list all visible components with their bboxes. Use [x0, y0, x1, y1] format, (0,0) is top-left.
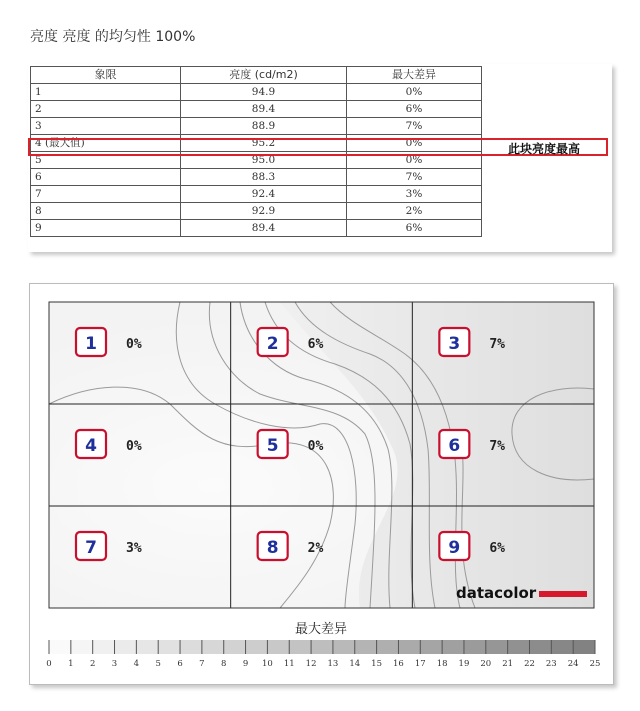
- scale-segment: [573, 640, 595, 654]
- header-maxdiff: 最大差异: [347, 67, 482, 84]
- scale-segment: [508, 640, 530, 654]
- scale-tick-label: 0: [46, 659, 52, 669]
- scale-segment: [289, 640, 311, 654]
- scale-tick-label: 1: [68, 659, 74, 669]
- scale-segment: [71, 640, 93, 654]
- scale-segment: [202, 640, 224, 654]
- cell-quadrant: 7: [31, 186, 181, 203]
- uniformity-heatmap: [30, 284, 613, 684]
- scale-tick-label: 22: [524, 659, 535, 669]
- quadrant-diff-value: 7%: [489, 439, 505, 454]
- scale-tick-label: 10: [261, 659, 273, 669]
- cell-maxdiff: 6%: [347, 101, 482, 118]
- scale-segment: [224, 640, 246, 654]
- scale-segment: [464, 640, 486, 654]
- scale-segment: [93, 640, 115, 654]
- quadrant-diff-value: 0%: [126, 439, 142, 454]
- scale-segment: [442, 640, 464, 654]
- scale-segment: [311, 640, 333, 654]
- scale-tick-label: 7: [199, 659, 205, 669]
- cell-luminance: 89.4: [181, 101, 347, 118]
- highlight-note: 此块亮度最高: [508, 142, 581, 156]
- table-row: [31, 186, 482, 203]
- cell-luminance: 89.4: [181, 220, 347, 237]
- cell-quadrant: 6: [31, 169, 181, 186]
- scale-tick-label: 5: [155, 659, 161, 669]
- scale-tick-label: 25: [589, 659, 601, 669]
- quadrant-diff-value: 6%: [307, 337, 324, 352]
- scale-tick-label: 17: [414, 659, 426, 669]
- datacolor-logo-bar: [539, 591, 587, 597]
- quadrant-number: 2: [266, 334, 279, 354]
- scale-tick-label: 11: [283, 659, 295, 669]
- quadrant-number: 3: [448, 334, 461, 354]
- scale-segment: [333, 640, 355, 654]
- table-row: [31, 84, 482, 101]
- scale-tick-label: 4: [133, 659, 140, 669]
- scale-tick-label: 16: [393, 659, 404, 669]
- header-quadrant: 象限: [31, 67, 181, 84]
- cell-quadrant: 3: [31, 118, 181, 135]
- cell-maxdiff: 7%: [347, 118, 482, 135]
- quadrant-diff-value: 0%: [126, 337, 142, 352]
- datacolor-logo-text: datacolor: [456, 584, 537, 602]
- header-luminance: 亮度 (cd/m2): [181, 67, 347, 84]
- scale-title: 最大差异: [294, 622, 348, 637]
- scale-tick-label: 9: [242, 659, 249, 669]
- table-row: [31, 203, 482, 220]
- table-row: [31, 220, 482, 237]
- scale-tick-label: 8: [221, 659, 227, 669]
- cell-luminance: 88.3: [181, 169, 347, 186]
- scale-segment: [136, 640, 158, 654]
- scale-tick-label: 19: [458, 659, 470, 669]
- scale-tick-label: 24: [567, 659, 579, 669]
- scale-tick-label: 6: [177, 659, 183, 669]
- quadrant-number: 6: [448, 436, 461, 456]
- cell-quadrant: 4 (最大值): [31, 135, 181, 152]
- cell-maxdiff: 6%: [347, 220, 482, 237]
- cell-maxdiff: 0%: [347, 84, 482, 101]
- scale-tick-label: 2: [89, 659, 96, 669]
- quadrant-diff-value: 7%: [489, 337, 505, 352]
- scale-segment: [49, 640, 71, 654]
- quadrant-number: 7: [85, 538, 97, 558]
- cell-maxdiff: 0%: [347, 152, 482, 169]
- quadrant-number: 8: [266, 538, 279, 558]
- cell-luminance: 92.9: [181, 203, 347, 220]
- scale-tick-label: 18: [436, 659, 448, 669]
- scale-tick-label: 23: [545, 659, 557, 669]
- table-row: [31, 169, 482, 186]
- scale-tick-label: 3: [111, 659, 118, 669]
- cell-quadrant: 9: [31, 220, 181, 237]
- scale-segment: [420, 640, 442, 654]
- cell-maxdiff: 0%: [347, 135, 482, 152]
- cell-luminance: 92.4: [181, 186, 347, 203]
- uniformity-figure: [29, 283, 614, 685]
- scale-segment: [180, 640, 202, 654]
- quadrant-number: 9: [448, 538, 461, 558]
- scale-tick-label: 15: [371, 659, 383, 669]
- quadrant-diff-value: 3%: [126, 541, 142, 556]
- cell-maxdiff: 2%: [347, 203, 482, 220]
- scale-segment: [267, 640, 289, 654]
- scale-tick-label: 21: [502, 659, 514, 669]
- cell-quadrant: 5: [31, 152, 181, 169]
- difference-scale: [46, 640, 600, 669]
- scale-segment: [115, 640, 137, 654]
- quadrant-diff-value: 2%: [307, 541, 324, 556]
- cell-maxdiff: 3%: [347, 186, 482, 203]
- table-row: [31, 118, 482, 135]
- scale-segment: [246, 640, 268, 654]
- cell-maxdiff: 7%: [347, 169, 482, 186]
- scale-tick-label: 14: [349, 659, 361, 669]
- scale-tick-label: 12: [305, 659, 317, 669]
- cell-luminance: 95.0: [181, 152, 347, 169]
- page-title: 亮度 亮度 的均匀性 100%: [30, 29, 196, 45]
- scale-segment: [529, 640, 551, 654]
- table-panel: [28, 64, 612, 252]
- scale-segment: [551, 640, 573, 654]
- quadrant-diff-value: 6%: [489, 541, 505, 556]
- scale-segment: [158, 640, 180, 654]
- scale-segment: [377, 640, 399, 654]
- quadrant-number: 1: [85, 334, 97, 354]
- quadrant-diff-value: 0%: [307, 439, 324, 454]
- cell-quadrant: 1: [31, 84, 181, 101]
- scale-segment: [486, 640, 508, 654]
- cell-luminance: 95.2: [181, 135, 347, 152]
- scale-segment: [398, 640, 420, 654]
- cell-quadrant: 2: [31, 101, 181, 118]
- quadrant-number: 4: [85, 436, 97, 456]
- table-header-row: [31, 67, 482, 84]
- cell-quadrant: 8: [31, 203, 181, 220]
- cell-luminance: 94.9: [181, 84, 347, 101]
- cell-luminance: 88.9: [181, 118, 347, 135]
- scale-tick-label: 13: [327, 659, 339, 669]
- table-row: [31, 101, 482, 118]
- quadrant-number: 5: [266, 436, 279, 456]
- scale-segment: [355, 640, 377, 654]
- scale-tick-label: 20: [480, 659, 492, 669]
